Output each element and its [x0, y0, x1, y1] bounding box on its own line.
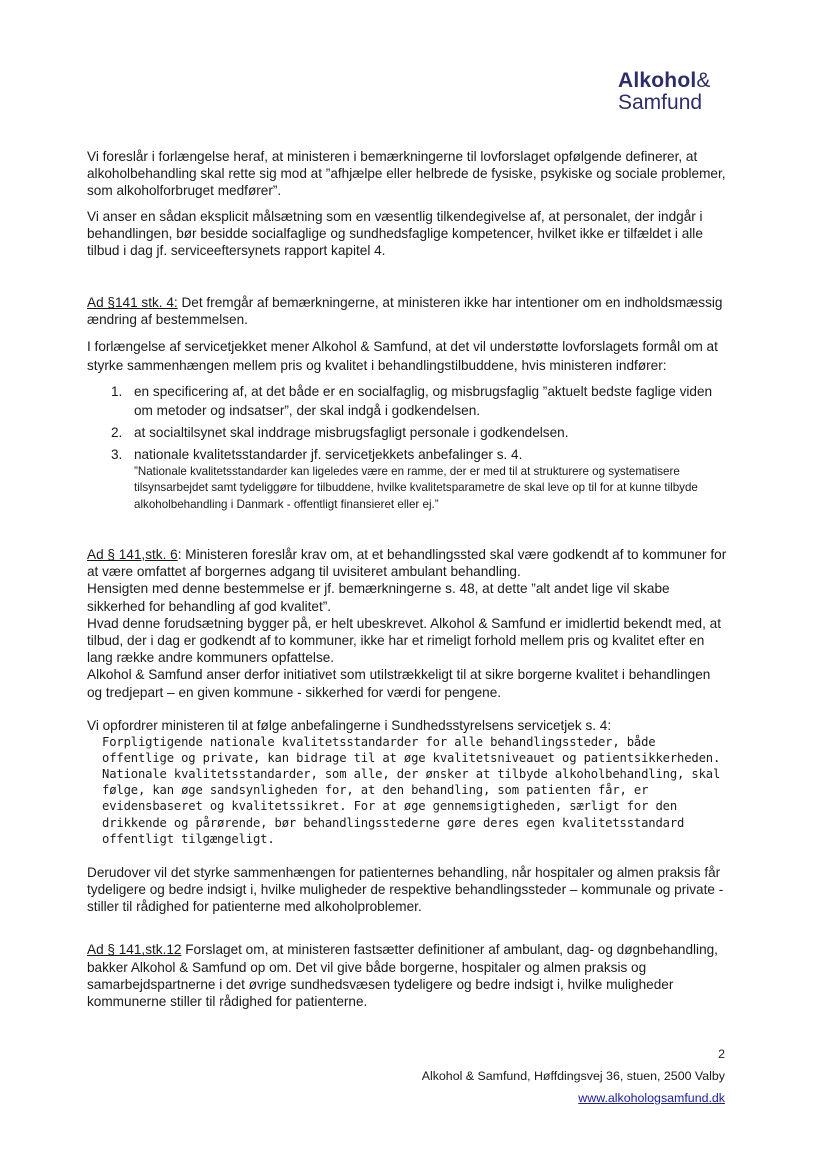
- list-number: 1.: [111, 383, 123, 399]
- logo: [618, 70, 728, 114]
- list-item: [87, 445, 729, 514]
- paragraph: Hensigten med denne bestemmelse er jf. bemærkningerne s. 48, at dette ”alt andet lige vil skabe sikkerhed for behandling af god kvalitet”.: [87, 581, 670, 614]
- quote-mono: Forpligtigende nationale kvalitetsstandarder for alle behandlingssteder, både offentlige og private, kan bidrage til at øge kvalitetsniveauet og patientsikkerheden. Nationale kvalitetsstandarder, som alle, der ønsker at tilbyde alkoholbehandling, skal følge, kan øge sandsynligheden for, at den behandling, som patienten får, er evidensbaseret og kvalitetssikret. For at øge gennemsigtigheden, særligt for den drikkende og pårørende, bør behandlingsstederne gøre deres egen kvalitetsstandard offentligt tilgængeligt.: [102, 735, 721, 846]
- section-text: Forslaget om, at ministeren fastsætter definitioner af ambulant, dag- og døgnbehandling, bakker Alkohol & Samfund op om. Det vil give både borgerne, hospitaler og almen praksis og samarbejdspartnerne i det øvrige sundhedsvæsen tydeligere og bedre indsigt i, hvilke muligheder kommunerne stiller til rådighed for patienterne.: [87, 942, 718, 1009]
- section-ref: Ad §141 stk. 4:: [87, 295, 178, 311]
- list-text: at socialtilsynet skal inddrage misbrugsfagligt personale i godkendelsen.: [134, 424, 569, 440]
- footer-link[interactable]: www.alkohologsamfund.dk: [578, 1091, 725, 1105]
- list-item: [87, 423, 729, 442]
- page-number: 2: [718, 1047, 725, 1061]
- paragraph: Vi foreslår i forlængelse heraf, at ministeren i bemærkningerne til lovforslaget opfølgende definerer, at alkoholbehandling skal rette sig mod at ”afhjælpe eller helbrede de fysiske, psykiske og sociale problemer, som alkoholforbruget medfører”.: [87, 149, 726, 199]
- section-141-stk6: [87, 546, 729, 580]
- paragraph: I forlængelse af servicetjekket mener Alkohol & Samfund, at det vil understøtte lovforslagets formål om at styrke sammenhængen mellem pris og kvalitet i behandlingstilbuddene, hvis ministeren indfører:: [87, 338, 718, 374]
- quote: ”Nationale kvalitetsstandarder kan ligeledes være en ramme, der er med til at strukturere og systematisere tilsynsarbejdet samt tydeliggøre for tilbuddene, hvilke kvalitetsparametre de skal leve op til for at kunne tilbyde alkoholbehandling i Danmark - offentligt finansieret eller ej.”: [134, 464, 698, 512]
- list-number: 2.: [111, 424, 123, 440]
- paragraph: Vi opfordrer ministeren til at følge anbefalingerne i Sundhedsstyrelsens servicetjek s. 4:: [87, 717, 612, 733]
- footer-address: Alkohol & Samfund, Høffdingsvej 36, stuen, 2500 Valby: [421, 1069, 725, 1083]
- section-text: Det fremgår af bemærkningerne, at ministeren ikke har intentioner om en indholdsmæssig ændring af bestemmelsen.: [87, 295, 723, 328]
- section-ref: Ad § 141,stk.12: [87, 942, 182, 958]
- logo-text: Alkohol: [618, 69, 697, 92]
- footer: [422, 1043, 725, 1109]
- paragraph: Vi anser en sådan eksplicit målsætning som en væsentlig tilkendegivelse af, at personalet, der indgår i behandlingen, bør besidde socialfaglige og sundhedsfaglige kompetencer, hvilket ikke er tilfældet i alle tilbud i dag jf. serviceeftersynets rapport kapitel 4.: [87, 208, 703, 259]
- paragraph: Hvad denne forudsætning bygger på, er helt ubeskrevet. Alkohol & Samfund er imidlertid bekendt med, at tilbud, der i dag er godkendt af to kommuner, ikke har et rimeligt forhold mellem pris og kvalitet efter en lang række andre kommuners opfattelse.: [87, 615, 721, 666]
- section-141-stk4: [87, 294, 729, 328]
- section-141-stk12: [87, 941, 729, 1010]
- list-text: nationale kvalitetsstandarder jf. servicetjekkets anbefalinger s. 4.: [134, 446, 523, 462]
- logo-text-line2: Samfund: [618, 91, 703, 114]
- numbered-list: [87, 382, 729, 514]
- paragraph: Derudover vil det styrke sammenhængen for patienternes behandling, når hospitaler og almen praksis får tydeligere og bedre indsigt i, hvilke muligheder de respektive behandlingssteder – kommunale og private - stiller til rådighed for patienterne med alkoholproblemer.: [87, 864, 724, 915]
- section-text: : Ministeren foreslår krav om, at et behandlingssted skal være godkendt af to kommuner for at være omfattet af borgernes adgang til uvisiteret ambulant behandling.: [87, 547, 727, 580]
- list-number: 3.: [111, 446, 123, 462]
- logo-ampersand: &: [696, 69, 711, 92]
- list-text: en specificering af, at det både er en socialfaglig, og misbrugsfaglig ”aktuelt bedste faglige viden om metoder og indsatser”, der skal indgå i godkendelsen.: [134, 383, 713, 418]
- document-body: [87, 148, 729, 1010]
- paragraph: Alkohol & Samfund anser derfor initiativet som utilstrækkeligt til at sikre borgerne kvalitet i behandlingen og tredjepart – en given kommune - sikkerhed for værdi for pengene.: [87, 667, 711, 700]
- list-item: [87, 382, 729, 420]
- section-ref: Ad § 141,stk. 6: [87, 547, 178, 563]
